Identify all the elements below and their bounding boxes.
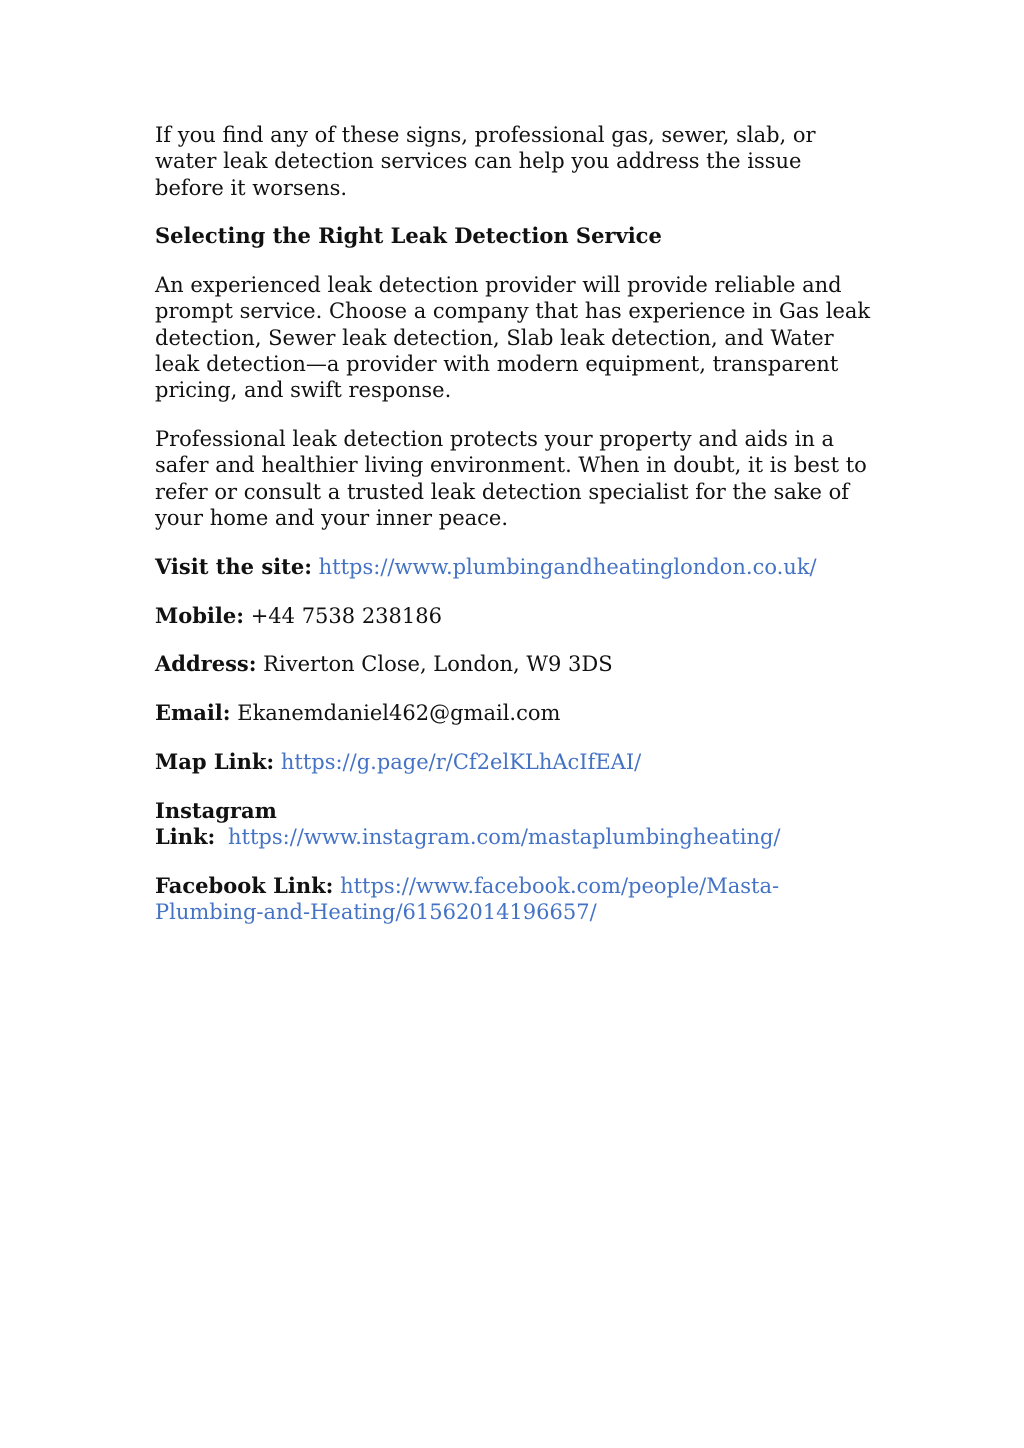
contact-instagram [155,798,875,851]
paragraph-protection: Professional leak detection protects your property and aids in a safer and healthier living environment. When in doubt, it is best to refer or consult a trusted leak detection specialist for the sake of your home and your inner peace. [155,427,867,531]
address-label: Address: [155,651,257,677]
mobile-value: +44 7538 238186 [250,603,442,628]
paragraph-experience: An experienced leak detection provider will provide reliable and prompt service. Choose a company that has experience in Gas leak detection, Sewer leak detection, Slab leak detection, and Water leak detection—a provider with modern equipment, transparent pricing, and swift response. [155,273,871,403]
contact-map [155,749,875,775]
site-link[interactable]: https://www.plumbingandheatinglondon.co.uk/ [318,554,817,579]
address-value: Riverton Close, London, W9 3DS [263,652,613,677]
instagram-label-line1: Instagram [155,797,277,823]
facebook-link-line1: https://www.facebook.com/people/Masta- [340,873,780,898]
map-label: Map Link: [155,749,275,775]
document-page [155,122,875,948]
facebook-label: Facebook Link: [155,872,334,898]
facebook-link-line2: Plumbing-and-Heating/61562014196657/ [155,900,597,925]
map-link[interactable]: https://g.page/r/Cf2elKLhAcIfEAI/ [280,750,642,775]
contact-site [155,554,875,580]
site-label: Visit the site: [155,553,312,579]
intro-paragraph: If you find any of these signs, professional gas, sewer, slab, or water leak detection services can help you address the issue before it worsens. [155,123,816,200]
email-label: Email: [155,700,231,726]
contact-address [155,651,875,677]
contact-facebook [155,873,875,926]
contact-email [155,700,875,726]
mobile-label: Mobile: [155,602,245,628]
contact-mobile [155,603,875,629]
email-value: Ekanemdaniel462@gmail.com [237,701,561,726]
instagram-link[interactable]: https://www.instagram.com/mastaplumbingheating/ [228,825,781,850]
instagram-label-line2: Link: [155,824,216,850]
section-heading: Selecting the Right Leak Detection Service [155,223,662,249]
